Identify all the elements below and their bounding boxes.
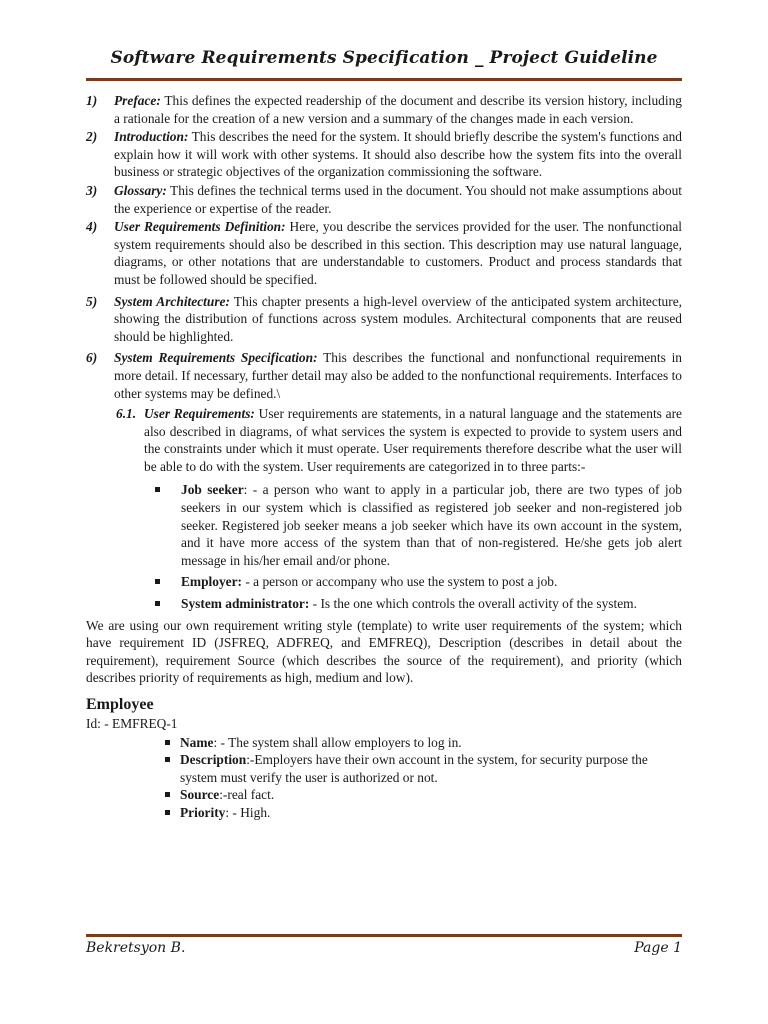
requirement-fields-list bbox=[86, 734, 682, 822]
field-value: :-Employers have their own account in the system, for security purpose the system must verify the user is authorized or not. bbox=[180, 752, 648, 785]
section-heading: User Requirements Definition: bbox=[114, 219, 286, 235]
section-heading: Glossary: bbox=[114, 182, 167, 198]
field-label: Description bbox=[180, 752, 247, 768]
term-text: - a person or accompany who use the system to post a job. bbox=[242, 574, 558, 590]
subsection-heading: User Requirements: bbox=[144, 406, 255, 422]
section-number: 3) bbox=[86, 182, 98, 198]
term-label: System administrator: bbox=[181, 596, 310, 612]
requirement-id-line bbox=[86, 715, 682, 733]
section-glossary bbox=[86, 182, 682, 217]
bullet-icon bbox=[155, 579, 160, 584]
section-system-requirements-specification bbox=[86, 349, 682, 402]
section-number: 2) bbox=[86, 129, 98, 145]
bullet-icon bbox=[155, 487, 160, 492]
section-number: 5) bbox=[86, 293, 98, 309]
section-number: 4) bbox=[86, 219, 98, 235]
bullet-icon bbox=[165, 810, 170, 815]
footer-author: Bekretsyon B. bbox=[86, 940, 186, 956]
header-divider bbox=[86, 78, 682, 81]
field-value: : - High. bbox=[225, 804, 271, 820]
id-label: Id bbox=[86, 716, 98, 731]
field-value: :-real fact. bbox=[219, 787, 275, 803]
list-item-name bbox=[180, 734, 682, 752]
subsection-text: User requirements are statements, in a natural language and the statements are also described in diagrams, of what services the system is expected to provide to system users and the constraints under which it must operate. User requirements therefore describe what the user will be able to do with the system. User requirements are categorized in to three parts:- bbox=[144, 406, 682, 474]
section-heading: System Architecture: bbox=[114, 293, 230, 309]
list-item-system-administrator bbox=[181, 595, 682, 613]
section-text: This defines the technical terms used in the document. You should not make assumptions about the experience or expertise of the reader. bbox=[114, 182, 682, 216]
employee-heading: Employee bbox=[86, 696, 154, 713]
section-number: 6) bbox=[86, 350, 98, 366]
user-types-list bbox=[86, 481, 682, 612]
subsection-number: 6.1. bbox=[116, 406, 137, 422]
list-item-priority bbox=[180, 804, 682, 822]
list-item-job-seeker bbox=[181, 481, 682, 569]
field-value: : - The system shall allow employers to log in. bbox=[213, 734, 462, 750]
bullet-icon bbox=[165, 740, 170, 745]
list-item-description bbox=[180, 751, 682, 786]
field-label: Name bbox=[180, 734, 214, 750]
term-label: Job seeker bbox=[181, 482, 244, 498]
section-number: 1) bbox=[86, 93, 98, 108]
bullet-icon bbox=[165, 792, 170, 797]
section-text: This defines the expected readership of the document and describe its version history, including a rationale for the creation of a new version and a summary of the changes made in each version. bbox=[114, 93, 682, 126]
term-text: : - a person who want to apply in a particular job, there are two types of job seekers in our system which is classified as registered job seeker and non-registered job seeker. Registered job seeker means a job seeker which have its own account in the system, and it have more access of the system than that of non-registered. He/she gets job alert message in his/her email and/or phone. bbox=[181, 482, 682, 568]
section-preface bbox=[86, 92, 682, 127]
footer-divider bbox=[86, 934, 682, 937]
template-description-paragraph: We are using our own requirement writing style (template) to write user requirements of the system; which have requirement ID (JSFREQ, ADFREQ, and EMFREQ), Description (describes in detail about the requirement), requirement Source (which describes the source of the requirement), and priority (which describes priority of requirements as high, medium and low). bbox=[86, 617, 682, 686]
footer-page-number: Page 1 bbox=[634, 940, 682, 956]
field-label: Priority bbox=[180, 804, 226, 820]
page-header-title: Software Requirements Specification _ Project Guideline bbox=[110, 48, 658, 68]
list-item-employer bbox=[181, 573, 682, 591]
bullet-icon bbox=[155, 601, 160, 606]
list-item-source bbox=[180, 786, 682, 804]
term-label: Employer: bbox=[181, 574, 242, 590]
section-introduction bbox=[86, 128, 682, 181]
section-text: This describes the functional and nonfunctional requirements in more detail. If necessary, further detail may also be added to the nonfunctional requirements. Interfaces to other systems may be defined.\ bbox=[114, 350, 682, 401]
section-heading: Preface: bbox=[114, 93, 161, 108]
section-system-architecture bbox=[86, 293, 682, 346]
section-text: Here, you describe the services provided for the user. The nonfunctional system requirements should also be described in this section. This description may use natural language, diagrams, or other notations that are understandable to customers. Product and process standards that must be followed should be specified. bbox=[114, 219, 683, 287]
field-label: Source bbox=[180, 787, 220, 803]
section-heading: Introduction: bbox=[114, 129, 189, 145]
id-value: : - EMFREQ-1 bbox=[97, 716, 178, 731]
term-text: - Is the one which controls the overall activity of the system. bbox=[309, 596, 637, 612]
section-text: This chapter presents a high-level overview of the anticipated system architecture, showing the distribution of functions across system modules. Architectural components that are reused should be highlighted. bbox=[114, 293, 682, 344]
section-text: This describes the need for the system. It should briefly describe the system's functions and explain how it will work with other systems. It should also describe how the system fits into the overall business or strategic objectives of the organization commissioning the software. bbox=[114, 129, 682, 180]
section-user-requirements-definition bbox=[86, 218, 682, 288]
bullet-icon bbox=[165, 757, 170, 762]
subsection-user-requirements bbox=[86, 405, 682, 475]
document-body bbox=[86, 92, 682, 822]
section-heading: System Requirements Specification: bbox=[114, 350, 318, 366]
